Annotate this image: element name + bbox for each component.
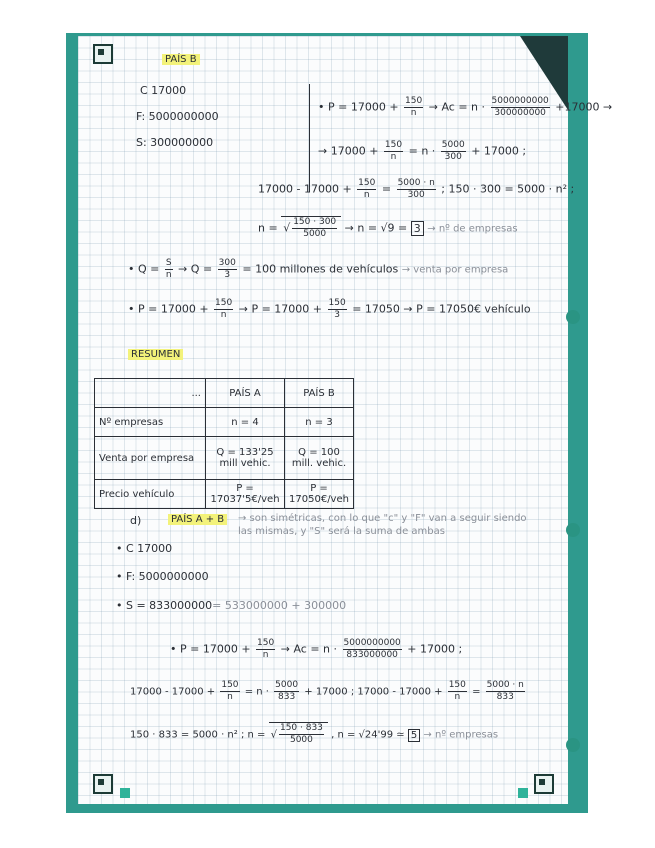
part-d-c: • C 17000: [116, 542, 173, 555]
binder-hole: [566, 738, 580, 752]
corner-marker-bottom-left: [93, 774, 113, 794]
table-header-pais-b: PAÍS B: [285, 379, 354, 408]
pais-b-eq1: • P = 17000 + $\frac{150}{n}$ → Ac = n · $\frac{5000000000}{300000000}$ +17000 →: [318, 96, 613, 118]
row-value-a: P = 17037'5€/veh: [206, 480, 285, 509]
row-value-b: Q = 100 mill. vehic.: [285, 437, 354, 480]
pais-b-eq4: n = √ $\frac{150 \cdot 300}{5000}$ → n = √9 = 3 → nº de empresas: [258, 217, 518, 239]
row-value-b: n = 3: [285, 408, 354, 437]
part-d-title: PAÍS A + B: [168, 514, 227, 525]
corner-square-left: [120, 788, 130, 798]
pais-b-c: C 17000: [140, 84, 187, 97]
part-d-label: d): [130, 514, 142, 527]
resumen-title: RESUMEN: [128, 349, 183, 360]
pais-b-title: PAÍS B: [162, 54, 200, 65]
row-value-a: Q = 133'25 mill vehic.: [206, 437, 285, 480]
binder-hole: [566, 523, 580, 537]
pais-b-p: • P = 17000 + $\frac{150}{n}$ → P = 17000 + $\frac{150}{3}$ = 17050 → P = 17050€ vehículo: [128, 298, 531, 320]
part-d-eq3: 150 · 833 = 5000 · n² ; n = √ $\frac{150 \cdot 833}{5000}$ , n = √24'99 ≃ 5 → nº empresas: [130, 723, 499, 745]
table-row: [95, 408, 354, 437]
row-label: Nº empresas: [95, 408, 206, 437]
corner-marker-top-left: [93, 44, 113, 64]
part-d-eq2: 17000 - 17000 + $\frac{150}{n}$ = n · $\frac{5000}{833}$ + 17000 ; 17000 - 17000 + $\frac{150}{n}$ = $\frac{5000 \cdot n}{833}$: [130, 680, 524, 702]
divider-line: [309, 84, 310, 192]
corner-marker-bottom-right: [534, 774, 554, 794]
pais-b-f: F: 5000000000: [136, 110, 219, 123]
row-value-b: P = 17050€/veh: [285, 480, 354, 509]
table-row: [95, 480, 354, 509]
table-header-row: [95, 379, 354, 408]
notebook-page: [78, 36, 613, 804]
summary-table: [94, 378, 354, 509]
part-d-s: • S = 833000000= 533000000 + 300000: [116, 599, 347, 612]
row-label: Venta por empresa: [95, 437, 206, 480]
part-d-f: • F: 5000000000: [116, 570, 209, 583]
row-label: Precio vehículo: [95, 480, 206, 509]
table-header-pais-a: PAÍS A: [206, 379, 285, 408]
pais-b-s: S: 300000000: [136, 136, 214, 149]
pais-b-eq2: → 17000 + $\frac{150}{n}$ = n · $\frac{5000}{300}$ + 17000 ;: [318, 140, 527, 162]
row-value-a: n = 4: [206, 408, 285, 437]
binder-hole: [566, 310, 580, 324]
table-header-corner: ...: [95, 379, 206, 408]
pais-b-eq3: 17000 - 17000 + $\frac{150}{n}$ = $\frac{5000 \cdot n}{300}$ ; 150 · 300 = 5000 · n² ;: [258, 178, 575, 200]
part-d-eq1: • P = 17000 + $\frac{150}{n}$ → Ac = n · $\frac{5000000000}{833000000}$ + 17000 ;: [170, 638, 463, 660]
corner-square-right: [518, 788, 528, 798]
pais-b-q: • Q = $\frac{S}{n}$ → Q = $\frac{300}{3}$ = 100 millones de vehículos → venta por empresa: [128, 258, 509, 280]
part-d-note: → son simétricas, con lo que "c" y "F" van a seguir siendo las mismas, y "S" será la suma de ambas: [238, 513, 527, 537]
table-row: [95, 437, 354, 480]
